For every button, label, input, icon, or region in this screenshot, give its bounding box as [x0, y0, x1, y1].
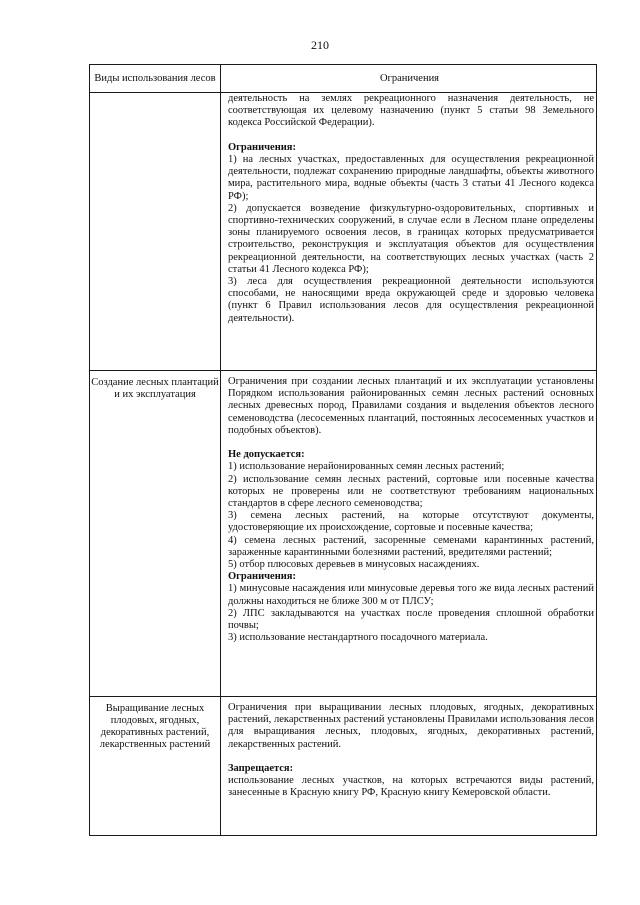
restriction-text: использование лесных участков, на которых встречаются виды растений, занесенные в Красную книгу РФ, Красную книгу Кемеровской области.	[228, 775, 594, 799]
restriction-text: 2) ЛПС закладываются на участках после проведения сплошной обработки почвы;	[228, 607, 594, 632]
section-heading: Ограничения:	[228, 571, 296, 583]
column-divider	[220, 65, 221, 835]
row-divider	[90, 696, 596, 697]
restriction-text: 1) использование нерайонированных семян лесных растений;	[228, 461, 505, 473]
restriction-text: Ограничения при создании лесных плантаций и их эксплуатации установлены Порядком использования районированных семян лесных растений основных лесных древесных пород, Правилами создания и выделения объектов лесного семеноводства (лесосеменных плантаций, постоянных лесосеменных участков и подобных объектов).	[228, 376, 594, 436]
restriction-text: 3) использование нестандартного посадочного материала.	[228, 632, 488, 644]
restrictions-table	[89, 64, 597, 836]
section-heading: Запрещается:	[228, 763, 294, 774]
section-heading: Ограничения:	[228, 141, 296, 153]
restriction-text: 1) минусовые насаждения или минусовые деревья того же вида лесных растений должны находиться не ближе 300 м от ПЛСУ;	[228, 583, 594, 607]
restriction-text: 5) отбор плюсовых деревьев в минусовых насаждениях.	[228, 559, 480, 571]
header-cell-restrictions: Ограничения	[379, 72, 440, 84]
restriction-text: 1) на лесных участках, предоставленных для осуществления рекреационной деятельности, подлежат сохранению природные ландшафты, объекты животного мира, растительного мира, водные объекты (часть 3 статьи 41 Лесного кодекса РФ);	[228, 154, 594, 202]
usage-type-cell: Создание лесных плантаций и их эксплуатация	[91, 377, 219, 400]
restriction-text: Ограничения при выращивании лесных плодовых, ягодных, декоративных растений, лекарственных растений установлены Правилами использования лесов для выращивания лесных, плодовых, ягодных, декоративных растений, лекарственных растений.	[228, 702, 594, 750]
restrictions-cell	[228, 93, 594, 325]
restrictions-cell	[228, 376, 594, 644]
blank-line	[228, 130, 594, 142]
blank-line	[228, 437, 594, 449]
restriction-text: деятельность на землях рекреационного назначения деятельность, не соответствующая их целевому назначению (пункт 5 статьи 98 Земельного кодекса Российской Федерации).	[228, 93, 594, 129]
usage-type-cell: Выращивание лесных плодовых, ягодных, декоративных растений, лекарственных растений	[99, 703, 211, 750]
restrictions-cell	[228, 702, 594, 800]
section-heading: Не допускается:	[228, 449, 305, 461]
header-cell-usage-type: Виды использования лесов	[94, 72, 216, 84]
restriction-text: 4) семена лесных растений, засоренные семенами карантинных растений, зараженные карантинными болезнями растений, вредителями растений;	[228, 534, 594, 558]
restriction-text: 2) допускается возведение физкультурно-оздоровительных, спортивных и спортивно-технических сооружений, в случае если в Лесном плане определены зоны планируемого освоения лесов, в границах которых предусматривается строительство, реконструкция и эксплуатация объектов для осуществления рекреационной деятельности, на соответствующих лесных участках (часть 2 статьи 41 Лесного кодекса РФ);	[228, 202, 594, 275]
restriction-text: 2) использование семян лесных растений, сортовые или посевные качества которых не проверены или не соответствуют требованиям национальных стандартов в сфере лесного семеноводства;	[228, 473, 594, 510]
page-number: 210	[311, 38, 329, 52]
row-divider	[90, 370, 596, 371]
restriction-text: 3) леса для осуществления рекреационной деятельности используются способами, не наносящими вреда окружающей среде и здоровью человека (пункт 6 Правил использования лесов для осуществления рекреационной деятельности).	[228, 276, 594, 324]
blank-line	[228, 751, 594, 763]
restriction-text: 3) семена лесных растений, на которые отсутствуют документы, удостоверяющие их происхождение, сортовые и посевные качества;	[228, 510, 594, 534]
